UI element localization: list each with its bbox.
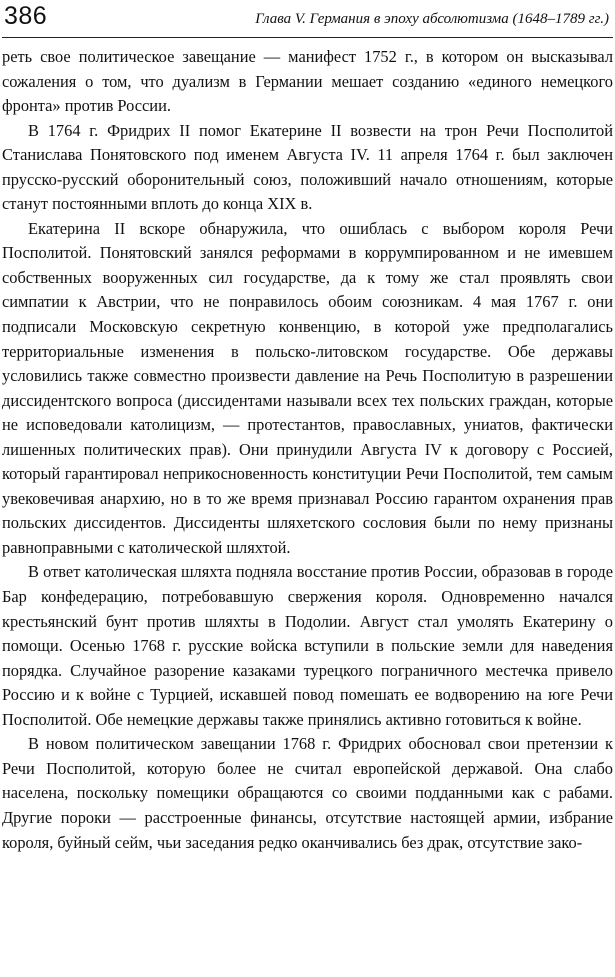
paragraph: В ответ католическая шляхта подняла восстание против России, образовав в городе Бар конфедерацию, потребовавшую свержения короля. Одновременно начался крестьянский бунт против шляхты в Подолии. Август стал умолять Екатерину о помощи. Осенью 1768 г. русские войска вступили в польские земли для наведения порядка. Случайное разорение казаками турецкого пограничного местечка привело Россию и к войне с Турцией, искавшей повод помешать ее водворению на юге Речи Посполитой. Обе немецкие державы также принялись активно готовиться к войне. [2, 562, 613, 729]
paragraph-continuation: реть свое политическое завещание — манифест 1752 г., в котором он высказывал сожаления о том, что дуализм в Германии мешает созданию «единого немецкого фронта» против России. [2, 47, 613, 116]
paragraph: Екатерина II вскоре обнаружила, что ошиблась с выбором короля Речи Посполитой. Понятовский занялся реформами в коррумпированном и не имевшем собственных вооруженных сил государстве, да к тому же стал проявлять свои симпатии к Австрии, что не понравилось обоим союзникам. 4 мая 1767 г. они подписали Московскую секретную конвенцию, в которой уже предполагались территориальные изменения в польско-литовском государстве. Обе державы условились также совместно произвести давление на Речь Посполитую в разрешении диссидентского вопроса (диссидентами называли всех тех польских граждан, которые не исповедовали католицизм, — протестантов, православных, униатов, фактически лишенных политических прав). Они принудили Августа IV к договору с Россией, который гарантировал неприкосновенность конституции Речи Посполитой, тем самым увековечивая анархию, но в то же время признавал Россию гарантом охранения прав польских диссидентов. Диссиденты шляхетского сословия были по нему признаны равноправными с католической шляхтой. [2, 218, 613, 557]
paragraph: В 1764 г. Фридрих II помог Екатерине II возвести на трон Речи Посполитой Станислава Понятовского под именем Августа IV. 11 апреля 1764 г. был заключен прусско-русский оборонительный союз, положивший начало отношениям, которые станут постоянными вплоть до конца XIX в. [2, 120, 613, 214]
chapter-title: Глава V. Германия в эпоху абсолютизма (1648–1789 гг.) [255, 11, 609, 27]
page-number: 386 [4, 2, 48, 30]
running-head [2, 0, 613, 38]
body-text [2, 45, 613, 855]
paragraph: В новом политическом завещании 1768 г. Фридрих обосновал свои претензии к Речи Посполитой, которую более не считал европейской державой. Она слабо населена, поскольку помещики обращаются со своими подданными как с рабами. Другие пороки — расстроенные финансы, отсутствие настоящей армии, избрание короля, буйный сейм, чьи заседания редко оканчивались без драк, отсутствие зако- [2, 734, 613, 852]
